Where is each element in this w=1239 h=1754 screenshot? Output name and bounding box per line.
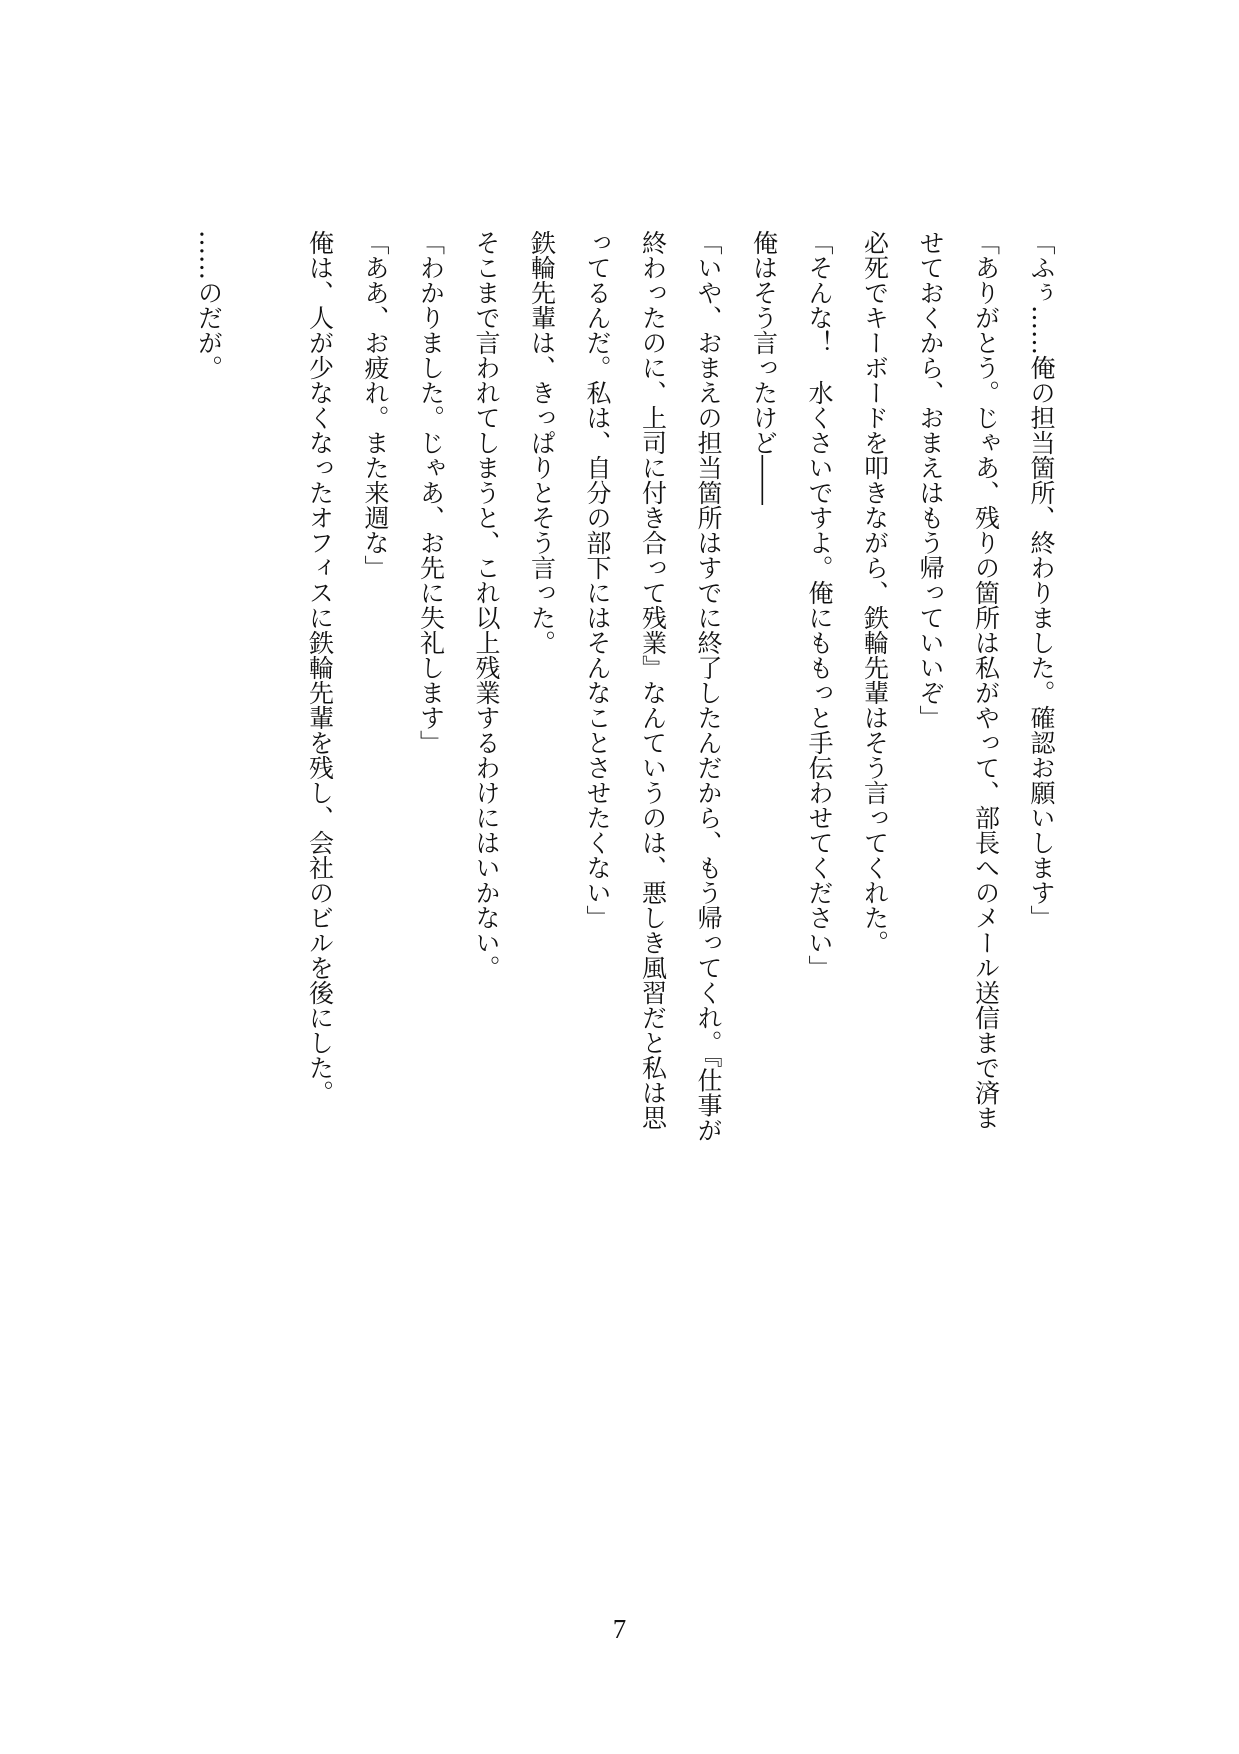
text-line: 「そんな！ 水くさいですよ。俺にももっと手伝わせてください」 xyxy=(805,230,834,980)
text-line: せておくから、おまえはもう帰っていいぞ」 xyxy=(916,230,945,730)
text-line: 「ああ、お疲れ。また来週な」 xyxy=(361,230,390,580)
text-line: ってるんだ。私は、自分の部下にはそんなことさせたくない」 xyxy=(583,230,612,930)
text-line: 「いや、おまえの担当箇所はすでに終了したんだから、もう帰ってくれ。『仕事が xyxy=(694,230,723,1143)
text-line: 終わったのに、上司に付き合って残業』なんていうのは、悪しき風習だと私は思 xyxy=(638,230,668,1130)
page-number: 7 xyxy=(612,1614,627,1644)
vertical-text-body xyxy=(181,230,1069,1143)
text-line: 「わかりました。じゃあ、お先に失礼します」 xyxy=(416,230,446,755)
text-line: 「ふぅ……俺の担当箇所、終わりました。確認お願いします」 xyxy=(1027,230,1056,930)
text-line: ……のだが。 xyxy=(194,230,224,380)
text-line: 俺はそう言ったけど―― xyxy=(749,230,779,505)
text-line: 必死でキーボードを叩きながら、鉄輪先輩はそう言ってくれた。 xyxy=(860,230,890,955)
text-line: 俺は、人が少なくなったオフィスに鉄輪先輩を残し、会社のビルを後にした。 xyxy=(305,230,335,1105)
text-line: そこまで言われてしまうと、これ以上残業するわけにはいかない。 xyxy=(472,230,501,980)
text-line: 「ありがとう。じゃあ、残りの箇所は私がやって、部長へのメール送信まで済ま xyxy=(971,230,1001,1130)
text-line: 鉄輪先輩は、きっぱりとそう言った。 xyxy=(527,230,557,655)
blank-line xyxy=(237,230,293,1130)
